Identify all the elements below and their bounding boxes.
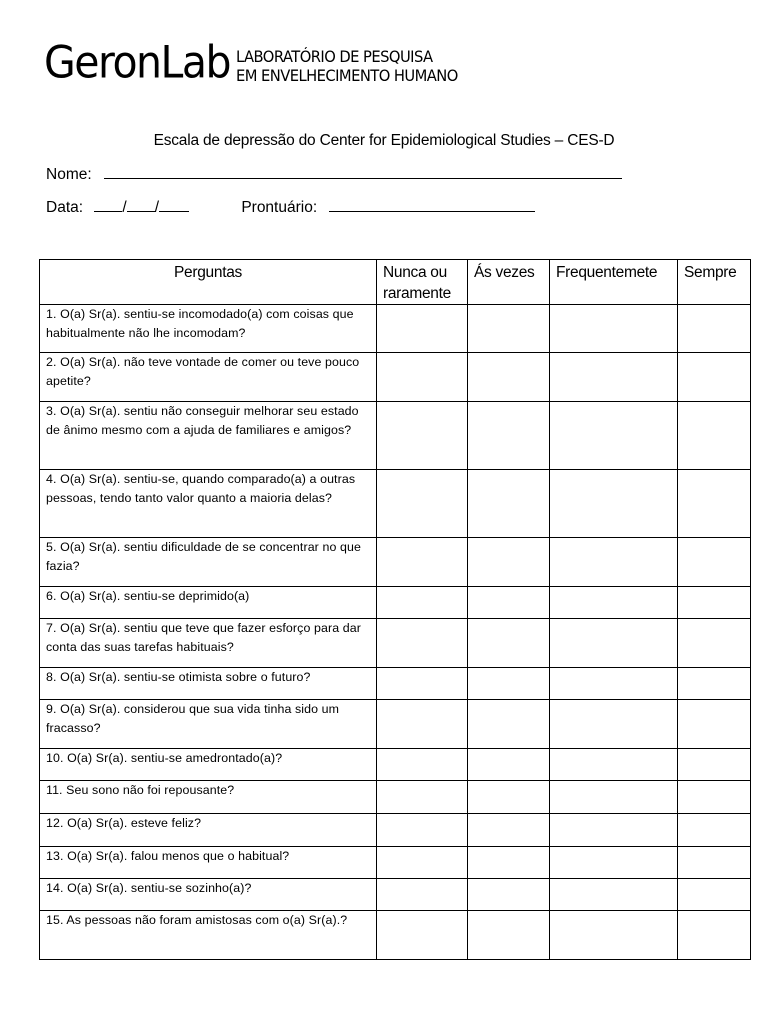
question-text: 13. O(a) Sr(a). falou menos que o habitual?	[40, 847, 377, 879]
answer-frequently-cell[interactable]	[550, 402, 678, 470]
table-row	[40, 749, 751, 781]
answer-never-cell[interactable]	[377, 749, 468, 781]
table-row	[40, 781, 751, 814]
answer-never-cell[interactable]	[377, 587, 468, 619]
table-row	[40, 847, 751, 879]
answer-never-cell[interactable]	[377, 879, 468, 911]
table-row	[40, 814, 751, 847]
table-row	[40, 470, 751, 538]
answer-frequently-cell[interactable]	[550, 353, 678, 402]
date-year-field[interactable]	[159, 197, 189, 212]
answer-never-cell[interactable]	[377, 619, 468, 668]
answer-never-cell[interactable]	[377, 470, 468, 538]
answer-sometimes-cell[interactable]	[468, 814, 550, 847]
column-header-always: Sempre	[678, 260, 751, 305]
answer-never-cell[interactable]	[377, 668, 468, 700]
answer-sometimes-cell[interactable]	[468, 538, 550, 587]
question-text: 3. O(a) Sr(a). sentiu não conseguir melhorar seu estado de ânimo mesmo com a ajuda de familiares e amigos?	[40, 402, 377, 470]
document-title: Escala de depressão do Center for Epidemiological Studies – CES-D	[153, 132, 615, 149]
answer-sometimes-cell[interactable]	[468, 587, 550, 619]
date-month-field[interactable]	[127, 197, 155, 212]
table-header-row	[40, 260, 751, 305]
answer-always-cell[interactable]	[678, 814, 751, 847]
answer-sometimes-cell[interactable]	[468, 749, 550, 781]
column-header-sometimes: Ás vezes	[468, 260, 550, 305]
answer-always-cell[interactable]	[678, 587, 751, 619]
answer-sometimes-cell[interactable]	[468, 847, 550, 879]
logo-subtitle-line-1: LABORATÓRIO DE PESQUISA	[236, 47, 433, 66]
answer-always-cell[interactable]	[678, 470, 751, 538]
answer-never-cell[interactable]	[377, 847, 468, 879]
answer-never-cell[interactable]	[377, 814, 468, 847]
table-row	[40, 700, 751, 749]
answer-sometimes-cell[interactable]	[468, 911, 550, 960]
answer-never-cell[interactable]	[377, 305, 468, 353]
answer-never-cell[interactable]	[377, 700, 468, 749]
answer-sometimes-cell[interactable]	[468, 470, 550, 538]
answer-never-cell[interactable]	[377, 402, 468, 470]
date-separator: /	[122, 199, 127, 216]
question-text: 5. O(a) Sr(a). sentiu dificuldade de se concentrar no que fazia?	[40, 538, 377, 587]
question-text: 1. O(a) Sr(a). sentiu-se incomodado(a) com coisas que habitualmente não lhe incomodam?	[40, 305, 377, 353]
answer-frequently-cell[interactable]	[550, 814, 678, 847]
answer-always-cell[interactable]	[678, 305, 751, 353]
table-row	[40, 305, 751, 353]
answer-always-cell[interactable]	[678, 353, 751, 402]
answer-frequently-cell[interactable]	[550, 470, 678, 538]
question-text: 2. O(a) Sr(a). não teve vontade de comer ou teve pouco apetite?	[40, 353, 377, 402]
column-header-never: Nunca ou raramente	[377, 260, 468, 305]
answer-sometimes-cell[interactable]	[468, 700, 550, 749]
question-text: 7. O(a) Sr(a). sentiu que teve que fazer esforço para dar conta das suas tarefas habituais?	[40, 619, 377, 668]
answer-sometimes-cell[interactable]	[468, 402, 550, 470]
answer-always-cell[interactable]	[678, 847, 751, 879]
table-row	[40, 879, 751, 911]
column-header-questions: Perguntas	[40, 260, 377, 305]
answer-frequently-cell[interactable]	[550, 847, 678, 879]
answer-always-cell[interactable]	[678, 879, 751, 911]
answer-always-cell[interactable]	[678, 402, 751, 470]
answer-always-cell[interactable]	[678, 749, 751, 781]
answer-frequently-cell[interactable]	[550, 700, 678, 749]
logo-subtitle	[236, 47, 458, 85]
table-row	[40, 353, 751, 402]
answer-sometimes-cell[interactable]	[468, 879, 550, 911]
answer-always-cell[interactable]	[678, 911, 751, 960]
question-text: 12. O(a) Sr(a). esteve feliz?	[40, 814, 377, 847]
column-header-frequently: Frequentemete	[550, 260, 678, 305]
name-row	[46, 164, 622, 184]
answer-always-cell[interactable]	[678, 619, 751, 668]
answer-always-cell[interactable]	[678, 538, 751, 587]
answer-frequently-cell[interactable]	[550, 619, 678, 668]
question-text: 11. Seu sono não foi repousante?	[40, 781, 377, 814]
answer-sometimes-cell[interactable]	[468, 353, 550, 402]
record-field[interactable]	[329, 197, 535, 212]
question-text: 14. O(a) Sr(a). sentiu-se sozinho(a)?	[40, 879, 377, 911]
question-text: 4. O(a) Sr(a). sentiu-se, quando comparado(a) a outras pessoas, tendo tanto valor quanto a maioria delas?	[40, 470, 377, 538]
answer-sometimes-cell[interactable]	[468, 619, 550, 668]
logo-name: GeronLab	[44, 36, 231, 89]
answer-frequently-cell[interactable]	[550, 305, 678, 353]
date-row	[46, 197, 535, 217]
answer-frequently-cell[interactable]	[550, 668, 678, 700]
geronlab-logo	[44, 36, 477, 89]
question-text: 9. O(a) Sr(a). considerou que sua vida tinha sido um fracasso?	[40, 700, 377, 749]
answer-always-cell[interactable]	[678, 668, 751, 700]
date-day-field[interactable]	[94, 197, 122, 212]
answer-never-cell[interactable]	[377, 353, 468, 402]
answer-frequently-cell[interactable]	[550, 879, 678, 911]
question-text: 15. As pessoas não foram amistosas com o(a) Sr(a).?	[40, 911, 377, 960]
answer-frequently-cell[interactable]	[550, 911, 678, 960]
answer-frequently-cell[interactable]	[550, 587, 678, 619]
question-text: 8. O(a) Sr(a). sentiu-se otimista sobre o futuro?	[40, 668, 377, 700]
table-row	[40, 538, 751, 587]
table-row	[40, 619, 751, 668]
name-label: Nome:	[46, 166, 92, 183]
table-row	[40, 587, 751, 619]
answer-always-cell[interactable]	[678, 700, 751, 749]
answer-never-cell[interactable]	[377, 538, 468, 587]
answer-always-cell[interactable]	[678, 781, 751, 814]
answer-never-cell[interactable]	[377, 781, 468, 814]
date-separator: /	[154, 199, 159, 216]
question-text: 6. O(a) Sr(a). sentiu-se deprimido(a)	[40, 587, 377, 619]
logo-subtitle-line-2: EM ENVELHECIMENTO HUMANO	[236, 66, 458, 85]
question-text: 10. O(a) Sr(a). sentiu-se amedrontado(a)?	[40, 749, 377, 781]
ces-d-table	[39, 259, 751, 960]
table-row	[40, 402, 751, 470]
answer-frequently-cell[interactable]	[550, 781, 678, 814]
name-field[interactable]	[104, 164, 622, 179]
table-row	[40, 911, 751, 960]
answer-frequently-cell[interactable]	[550, 749, 678, 781]
answer-sometimes-cell[interactable]	[468, 781, 550, 814]
questions-body	[40, 305, 751, 960]
date-label: Data:	[46, 199, 84, 216]
answer-sometimes-cell[interactable]	[468, 305, 550, 353]
answer-never-cell[interactable]	[377, 911, 468, 960]
table-row	[40, 668, 751, 700]
answer-frequently-cell[interactable]	[550, 538, 678, 587]
answer-sometimes-cell[interactable]	[468, 668, 550, 700]
record-label: Prontuário:	[241, 199, 318, 216]
